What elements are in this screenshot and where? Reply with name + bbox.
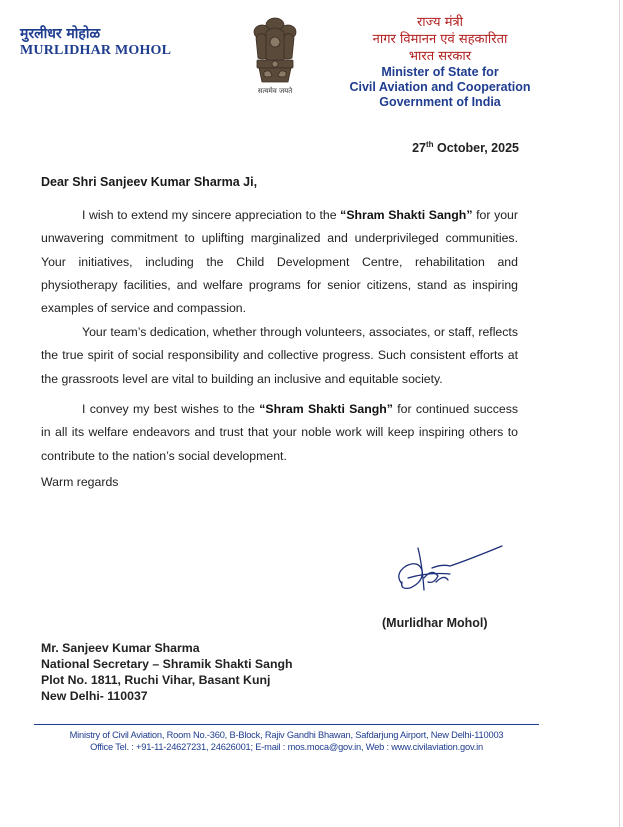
national-emblem-icon <box>244 14 306 98</box>
page-edge <box>619 0 620 827</box>
designation-hindi-line1: राज्य मंत्री <box>416 15 464 30</box>
paragraph-3 <box>41 398 518 468</box>
salutation: Dear Shri Sanjeev Kumar Sharma Ji, <box>41 175 258 189</box>
designation-english-line2: Civil Aviation and Cooperation <box>349 80 531 94</box>
footer-line-2: Office Tel. : +91-11-24627231, 24626001; E-mail : mos.moca@gov.in, Web : www.civilaviation.gov.in <box>90 742 483 752</box>
date-suffix: th <box>425 140 434 149</box>
designation-english-line1: Minister of State for <box>381 65 499 79</box>
footer <box>20 729 553 753</box>
recipient-line-4: New Delhi- 110037 <box>41 689 148 703</box>
designation-hindi-line3: भारत सरकार <box>408 49 472 64</box>
recipient-address <box>41 640 293 704</box>
designation-block <box>340 14 540 110</box>
emblem-motto: सत्यमेव जयते <box>257 87 293 95</box>
date-day: 27 <box>412 141 426 156</box>
paragraph-1 <box>41 204 518 320</box>
recipient-line-2: National Secretary – Shramik Shakti Sangh <box>41 657 293 671</box>
designation-english-line3: Government of India <box>379 95 501 109</box>
paragraph-2-text: Your team’s dedication, whether through volunteers, associates, or staff, reflects the true spirit of social responsibility and collective progress. Such consistent efforts at the grassroots level are vital to building an inclusive and equitable society. <box>41 325 518 386</box>
letter-date <box>412 140 519 155</box>
paragraph-2 <box>41 321 518 391</box>
organization-name: “Shram Shakti Sangh” <box>340 208 473 222</box>
recipient-line-1: Mr. Sanjeev Kumar Sharma <box>41 641 200 655</box>
sender-name-hindi: मुरलीधर मोहोळ <box>20 26 101 42</box>
paragraph-1-text-b: for your unwavering commitment to uplifting marginalized and underprivileged communities. Your initiatives, including the Child Development Centre, rehabilitation and physiotherapy facilities, and welfare programs for senior citizens, stand as inspiring examples of service and compassion. <box>41 208 518 316</box>
paragraph-3-text-b: for continued success in all its welfare endeavors and trust that your noble work will keep inspiring others to contribute to the nation’s social development. <box>41 402 518 463</box>
footer-line-1: Ministry of Civil Aviation, Room No.-360, B-Block, Rajiv Gandhi Bhawan, Safdarjung Airport, New Delhi-110003 <box>69 730 504 740</box>
signature-icon <box>388 538 506 602</box>
designation-hindi-line2: नागर विमानन एवं सहकारिता <box>372 32 508 47</box>
closing: Warm regards <box>41 475 119 489</box>
date-rest: October, 2025 <box>433 141 519 156</box>
sender-name-english: MURLIDHAR MOHOL <box>20 43 172 58</box>
recipient-line-3: Plot No. 1811, Ruchi Vihar, Basant Kunj <box>41 673 271 687</box>
organization-name-2: “Shram Shakti Sangh” <box>259 402 393 416</box>
signatory-name: (Murlidhar Mohol) <box>382 616 488 630</box>
paragraph-3-text-a: I convey my best wishes to the <box>82 402 260 416</box>
paragraph-1-text-a: I wish to extend my sincere appreciation to the <box>82 208 341 222</box>
footer-divider <box>34 724 539 725</box>
